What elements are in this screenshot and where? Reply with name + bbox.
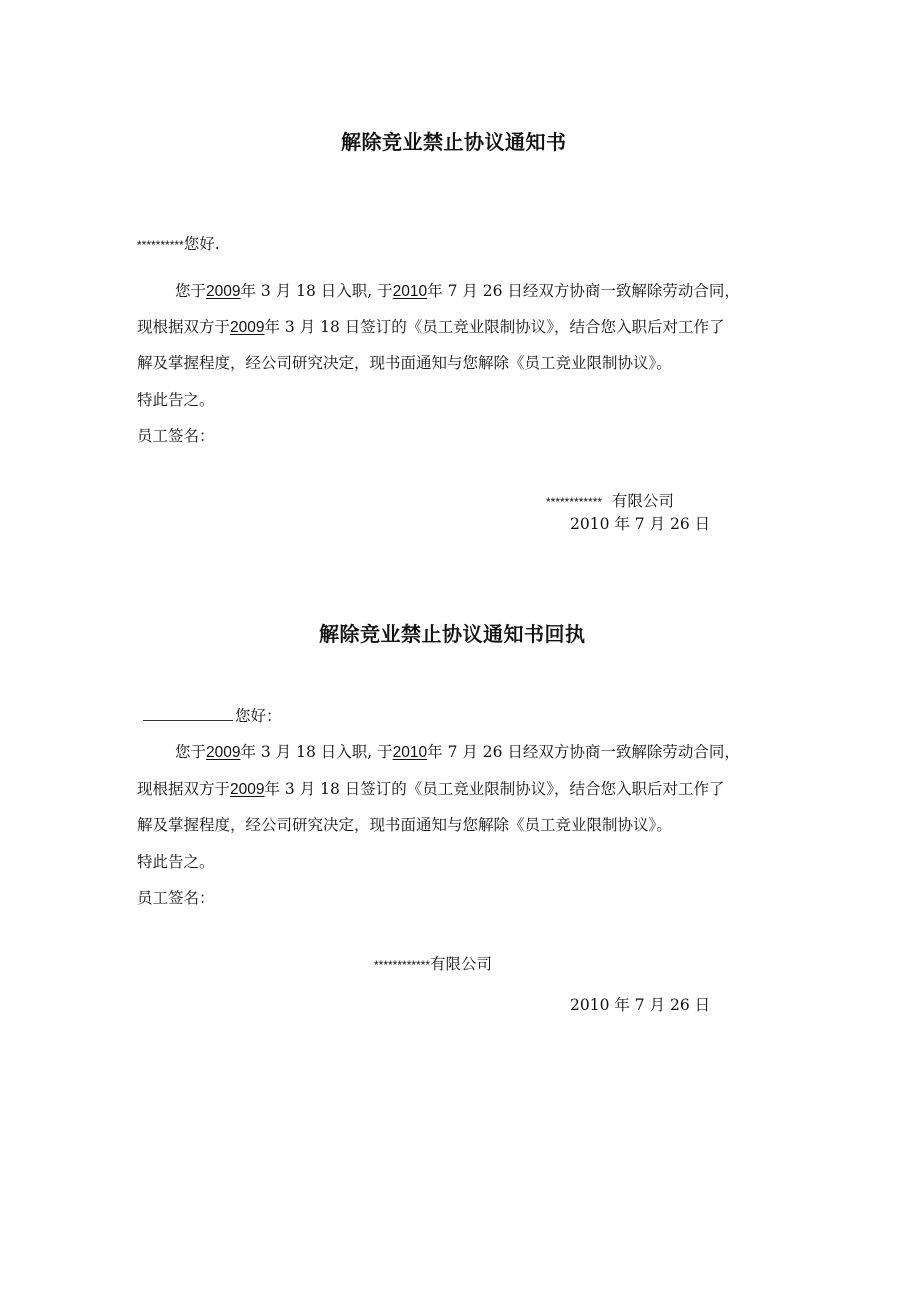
receipt-company-stars: ************ [374, 958, 431, 972]
receipt-year-1: 2009 [206, 744, 241, 761]
notice-p2-b: 年 3 月 18 日签订的《员工竞业限制协议》，结合您入职后对工作了 [264, 318, 725, 336]
notice-salutation-suffix: 您好. [183, 235, 220, 253]
notice-paragraph-line-1 [175, 281, 740, 302]
notice-p1-b: 年 3 月 18 日入职, 于 [240, 282, 393, 300]
notice-p1-a: 您于 [175, 282, 207, 300]
receipt-salutation-suffix: 您好： [235, 707, 282, 725]
receipt-closing: 特此告之。 [137, 853, 215, 871]
receipt-paragraph-line-1 [175, 742, 740, 763]
notice-paragraph-line-3: 解及掌握程度，经公司研究决定，现书面通知与您解除《员工竞业限制协议》。 [137, 354, 672, 372]
notice-title: 解除竞业禁止协议通知书 [341, 130, 567, 154]
notice-company-stars: ************ [546, 495, 603, 509]
notice-company-suffix: 有限公司 [611, 492, 674, 510]
receipt-p1-a: 您于 [175, 743, 207, 761]
notice-company-name [546, 491, 674, 512]
receipt-company-suffix: 有限公司 [430, 955, 493, 973]
receipt-year-3: 2009 [230, 781, 265, 798]
receipt-date: 2010 年 7 月 26 日 [570, 996, 711, 1014]
receipt-employee-signature-label: 员工签名： [137, 889, 215, 907]
receipt-p2-b: 年 3 月 18 日签订的《员工竞业限制协议》，结合您入职后对工作了 [264, 780, 725, 798]
receipt-title: 解除竞业禁止协议通知书回执 [319, 622, 586, 646]
notice-salutation-name: ********** [137, 238, 184, 252]
notice-year-2: 2010 [392, 283, 428, 300]
receipt-p1-c: 年 7 月 26 日经双方协商一致解除劳动合同， [427, 743, 740, 761]
receipt-p1-b: 年 3 月 18 日入职, 于 [240, 743, 393, 761]
notice-p1-c: 年 7 月 26 日经双方协商一致解除劳动合同， [427, 282, 740, 300]
receipt-salutation [143, 706, 282, 726]
notice-year-3: 2009 [230, 319, 265, 336]
notice-year-1: 2009 [206, 283, 241, 300]
notice-closing: 特此告之。 [137, 391, 215, 409]
notice-date: 2010 年 7 月 26 日 [570, 515, 711, 533]
notice-employee-signature-label: 员工签名： [137, 427, 215, 445]
notice-p2-a: 现根据双方于 [137, 318, 231, 336]
receipt-paragraph-line-3: 解及掌握程度，经公司研究决定，现书面通知与您解除《员工竞业限制协议》。 [137, 816, 672, 834]
receipt-paragraph-line-2 [137, 779, 725, 800]
notice-paragraph-line-2 [137, 317, 725, 338]
receipt-company-name [374, 954, 492, 975]
notice-salutation [137, 234, 220, 255]
receipt-p2-a: 现根据双方于 [137, 780, 231, 798]
receipt-year-2: 2010 [392, 744, 428, 761]
receipt-name-blank [143, 706, 233, 721]
